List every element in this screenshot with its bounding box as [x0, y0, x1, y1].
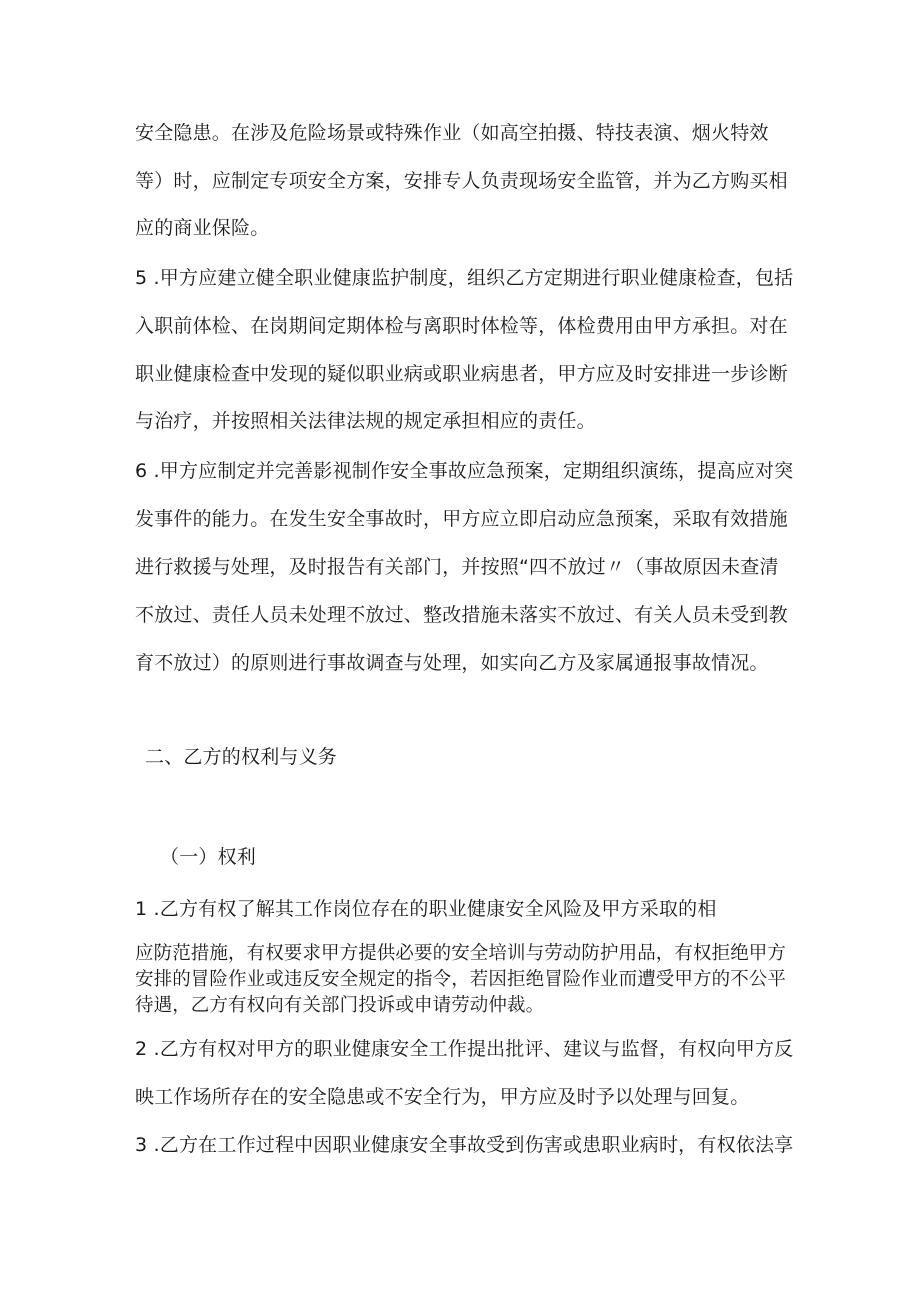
- paragraph-line: 与治疗，并按照相关法律法规的规定承担相应的责任。: [135, 410, 596, 432]
- clause-6-line: 6 .甲方应制定并完善影视制作安全事故应急预案，定期组织演练，提高应对突: [135, 460, 794, 482]
- clause-5-line: 5 .甲方应建立健全职业健康监护制度，组织乙方定期进行职业健康检查，包括: [135, 267, 794, 289]
- section-heading: 二、乙方的权利与义务: [145, 746, 338, 768]
- paragraph-line: 育不放过）的原则进行事故调查与处理，如实向乙方及家属通报事故情况。: [135, 652, 769, 674]
- paragraph-line: 应防范措施，有权要求甲方提供必要的安全培训与劳动防护用品，有权拒绝甲方: [135, 943, 787, 964]
- clause-1-line: 1 .乙方有权了解其工作岗位存在的职业健康安全风险及甲方采取的相: [135, 898, 717, 920]
- paragraph-line: 待遇，乙方有权向有关部门投诉或申请劳动仲裁。: [135, 995, 545, 1016]
- paragraph-line: 发事件的能力。在发生安全事故时，甲方应立即启动应急预案，采取有效措施: [135, 508, 788, 530]
- paragraph-line: 入职前体检、在岗期间定期体检与离职时体检等，体检费用由甲方承担。对在: [135, 315, 788, 337]
- paragraph-line: 安排的冒险作业或违反安全规定的指令，若因拒绝冒险作业而遭受甲方的不公平: [135, 969, 787, 990]
- paragraph-line: 不放过、责任人员未处理不放过、整改措施未落实不放过、有关人员未受到教: [135, 604, 788, 626]
- subsection-heading: （一）权利: [160, 846, 257, 868]
- paragraph-line: 职业健康检查中发现的疑似职业病或职业病患者，甲方应及时安排进一步诊断: [135, 363, 788, 385]
- clause-3-line: 3 .乙方在工作过程中因职业健康安全事故受到伤害或患职业病时，有权依法享: [135, 1134, 794, 1156]
- paragraph-line: 等）时，应制定专项安全方案，安排专人负责现场安全监管，并为乙方购买相: [135, 170, 788, 192]
- clause-2-line: 2 .乙方有权对甲方的职业健康安全工作提出批评、建议与监督，有权向甲方反: [135, 1038, 794, 1060]
- paragraph-line: 应的商业保险。: [135, 217, 270, 239]
- paragraph-line: 映工作场所存在的安全隐患或不安全行为，甲方应及时予以处理与回复。: [135, 1086, 750, 1108]
- paragraph-line: 进行救援与处理，及时报告有关部门，并按照“四不放过〃（事故原因未查清: [135, 556, 779, 578]
- paragraph-line: 安全隐患。在涉及危险场景或特殊作业（如高空拍摄、特技表演、烟火特效: [135, 122, 769, 144]
